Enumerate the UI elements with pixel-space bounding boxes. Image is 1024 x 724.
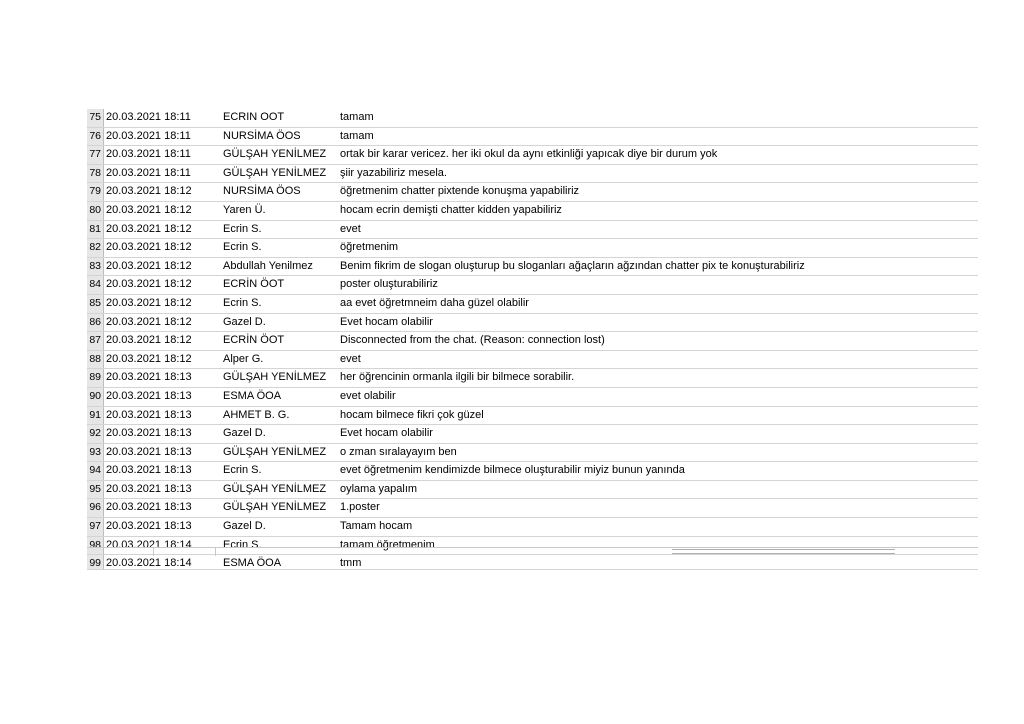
username-cell[interactable]: NURSİMA ÖOS (223, 185, 301, 198)
message-cell[interactable]: Tamam hocam (340, 520, 413, 533)
table-row[interactable] (87, 555, 978, 570)
timestamp-cell[interactable]: 20.03.2021 18:12 (106, 222, 192, 235)
timestamp-cell[interactable]: 20.03.2021 18:14 (106, 557, 192, 570)
row-number[interactable]: 85 (87, 295, 104, 313)
table-row[interactable] (87, 388, 978, 407)
username-cell[interactable]: ECRİN ÖOT (223, 278, 285, 291)
message-cell[interactable]: evet (340, 352, 361, 365)
timestamp-cell[interactable]: 20.03.2021 18:13 (106, 427, 192, 440)
table-row[interactable] (87, 332, 978, 351)
message-cell[interactable]: Disconnected from the chat. (Reason: connection lost) (340, 334, 605, 347)
spreadsheet-table (87, 109, 978, 570)
username-cell[interactable]: Ecrin S. (223, 241, 262, 254)
timestamp-cell[interactable]: 20.03.2021 18:13 (106, 389, 192, 402)
table-row[interactable] (87, 146, 978, 165)
timestamp-cell[interactable]: 20.03.2021 18:12 (106, 334, 192, 347)
table-row[interactable] (87, 183, 978, 202)
row-number[interactable]: 87 (87, 332, 104, 350)
table-row[interactable] (87, 481, 978, 500)
message-cell[interactable]: 1.poster (340, 501, 380, 514)
message-cell[interactable]: her öğrencinin ormanla ilgili bir bilmece sorabilir. (340, 371, 575, 384)
timestamp-cell[interactable]: 20.03.2021 18:11 (106, 111, 191, 123)
timestamp-cell[interactable]: 20.03.2021 18:13 (106, 464, 192, 477)
username-cell[interactable]: AHMET B. G. (223, 408, 290, 421)
table-row[interactable] (87, 444, 978, 463)
table-row[interactable] (87, 462, 978, 481)
row-number[interactable]: 94 (87, 462, 104, 480)
message-cell[interactable]: şiir yazabiliriz mesela. (340, 166, 447, 179)
username-cell[interactable]: Yaren Ü. (223, 203, 266, 216)
username-cell[interactable]: ESMA ÖOA (223, 389, 282, 402)
row-number[interactable]: 84 (87, 276, 104, 294)
row-number[interactable]: 98 (87, 537, 104, 555)
username-cell[interactable]: GÜLŞAH YENİLMEZ (223, 371, 327, 384)
username-cell[interactable]: GÜLŞAH YENİLMEZ (223, 148, 327, 161)
timestamp-cell[interactable]: 20.03.2021 18:12 (106, 315, 192, 328)
row-number[interactable]: 79 (87, 183, 104, 201)
table-row[interactable] (87, 221, 978, 240)
table-row[interactable] (87, 351, 978, 370)
username-cell[interactable]: Ecrin S. (223, 538, 262, 551)
row-number[interactable]: 77 (87, 146, 104, 164)
username-cell[interactable]: GÜLŞAH YENİLMEZ (223, 501, 327, 514)
sheet-bottom-bar (87, 547, 978, 556)
row-number[interactable]: 91 (87, 407, 104, 425)
timestamp-cell[interactable]: 20.03.2021 18:13 (106, 445, 192, 458)
message-cell[interactable]: Evet hocam olabilir (340, 427, 433, 440)
message-cell[interactable]: evet olabilir (340, 389, 396, 402)
row-number[interactable]: 86 (87, 314, 104, 332)
table-row[interactable] (87, 295, 978, 314)
username-cell[interactable]: ESMA ÖOA (223, 557, 282, 570)
message-cell[interactable]: öğretmenim chatter pixtende konuşma yapabiliriz (340, 185, 580, 198)
username-cell[interactable]: Abdullah Yenilmez (223, 259, 313, 272)
message-cell[interactable]: evet öğretmenim kendimizde bilmece oluşturabilir miyiz bunun yanında (340, 464, 685, 477)
message-cell[interactable]: tamam (340, 111, 374, 123)
timestamp-cell[interactable]: 20.03.2021 18:13 (106, 501, 192, 514)
row-number[interactable]: 76 (87, 128, 104, 146)
table-row[interactable] (87, 407, 978, 426)
message-cell[interactable]: tamam (340, 129, 374, 142)
username-cell[interactable]: ECRIN OOT (223, 111, 285, 123)
message-cell[interactable]: öğretmenim (340, 241, 399, 254)
username-cell[interactable]: NURSİMA ÖOS (223, 129, 301, 142)
timestamp-cell[interactable]: 20.03.2021 18:13 (106, 520, 192, 533)
table-row[interactable] (87, 109, 978, 128)
timestamp-cell[interactable]: 20.03.2021 18:12 (106, 185, 192, 198)
row-number[interactable]: 96 (87, 499, 104, 517)
timestamp-cell[interactable]: 20.03.2021 18:13 (106, 408, 192, 421)
timestamp-cell[interactable]: 20.03.2021 18:13 (106, 371, 192, 384)
sheet-tab-area[interactable] (87, 548, 154, 556)
timestamp-cell[interactable]: 20.03.2021 18:14 (106, 538, 192, 551)
table-row[interactable] (87, 314, 978, 333)
timestamp-cell[interactable]: 20.03.2021 18:12 (106, 352, 192, 365)
timestamp-cell[interactable]: 20.03.2021 18:11 (106, 148, 191, 161)
table-row[interactable] (87, 425, 978, 444)
row-number[interactable]: 90 (87, 388, 104, 406)
table-row[interactable] (87, 499, 978, 518)
timestamp-cell[interactable]: 20.03.2021 18:11 (106, 129, 191, 142)
message-cell[interactable]: aa evet öğretmneim daha güzel olabilir (340, 296, 529, 309)
message-cell[interactable]: poster oluşturabiliriz (340, 278, 438, 291)
table-row[interactable] (87, 239, 978, 258)
row-number[interactable]: 78 (87, 165, 104, 183)
table-row[interactable] (87, 128, 978, 147)
row-number[interactable]: 95 (87, 481, 104, 499)
table-row[interactable] (87, 202, 978, 221)
table-row[interactable] (87, 165, 978, 184)
timestamp-cell[interactable]: 20.03.2021 18:12 (106, 203, 192, 216)
row-number[interactable]: 80 (87, 202, 104, 220)
username-cell[interactable]: ECRİN ÖOT (223, 334, 285, 347)
message-cell[interactable]: hocam ecrin demişti chatter kidden yapabiliriz (340, 203, 562, 216)
username-cell[interactable]: GÜLŞAH YENİLMEZ (223, 166, 327, 179)
message-cell[interactable]: o zman sıralayayım ben (340, 445, 457, 458)
timestamp-cell[interactable]: 20.03.2021 18:12 (106, 241, 192, 254)
row-number[interactable]: 82 (87, 239, 104, 257)
username-cell[interactable]: Ecrin S. (223, 296, 262, 309)
row-number[interactable]: 89 (87, 369, 104, 387)
timestamp-cell[interactable]: 20.03.2021 18:12 (106, 296, 192, 309)
message-cell[interactable]: ortak bir karar vericez. her iki okul da aynı etkinliği yapıcak diye bir durum yok (340, 148, 718, 161)
username-cell[interactable]: Gazel D. (223, 520, 266, 533)
message-cell[interactable]: hocam bilmece fikri çok güzel (340, 408, 484, 421)
username-cell[interactable]: Ecrin S. (223, 464, 262, 477)
timestamp-cell[interactable]: 20.03.2021 18:12 (106, 278, 192, 291)
table-row[interactable] (87, 518, 978, 537)
table-row[interactable] (87, 258, 978, 277)
row-number[interactable]: 88 (87, 351, 104, 369)
row-number[interactable]: 81 (87, 221, 104, 239)
table-row[interactable] (87, 369, 978, 388)
message-cell[interactable]: Evet hocam olabilir (340, 315, 433, 328)
username-cell[interactable]: GÜLŞAH YENİLMEZ (223, 445, 327, 458)
row-number[interactable]: 97 (87, 518, 104, 536)
username-cell[interactable]: GÜLŞAH YENİLMEZ (223, 482, 327, 495)
timestamp-cell[interactable]: 20.03.2021 18:12 (106, 259, 192, 272)
username-cell[interactable]: Ecrin S. (223, 222, 262, 235)
horizontal-scrollbar[interactable] (672, 549, 895, 554)
message-cell[interactable]: oylama yapalım (340, 482, 418, 495)
message-cell[interactable]: Benim fikrim de slogan oluşturup bu sloganları ağaçların ağzından chatter pix te konuşturabiliriz (340, 259, 805, 272)
username-cell[interactable]: Alper G. (223, 352, 264, 365)
table-row[interactable] (87, 276, 978, 295)
row-number[interactable]: 93 (87, 444, 104, 462)
sheet-tab-strip[interactable] (215, 548, 466, 556)
row-number[interactable]: 83 (87, 258, 104, 276)
row-number[interactable]: 92 (87, 425, 104, 443)
timestamp-cell[interactable]: 20.03.2021 18:13 (106, 482, 192, 495)
message-cell[interactable]: tamam öğretmenim (340, 538, 435, 551)
message-cell[interactable]: tmm (340, 557, 362, 570)
row-number[interactable]: 99 (87, 555, 104, 569)
username-cell[interactable]: Gazel D. (223, 427, 266, 440)
message-cell[interactable]: evet (340, 222, 361, 235)
username-cell[interactable]: Gazel D. (223, 315, 266, 328)
timestamp-cell[interactable]: 20.03.2021 18:11 (106, 166, 191, 179)
row-number[interactable]: 75 (87, 109, 104, 127)
